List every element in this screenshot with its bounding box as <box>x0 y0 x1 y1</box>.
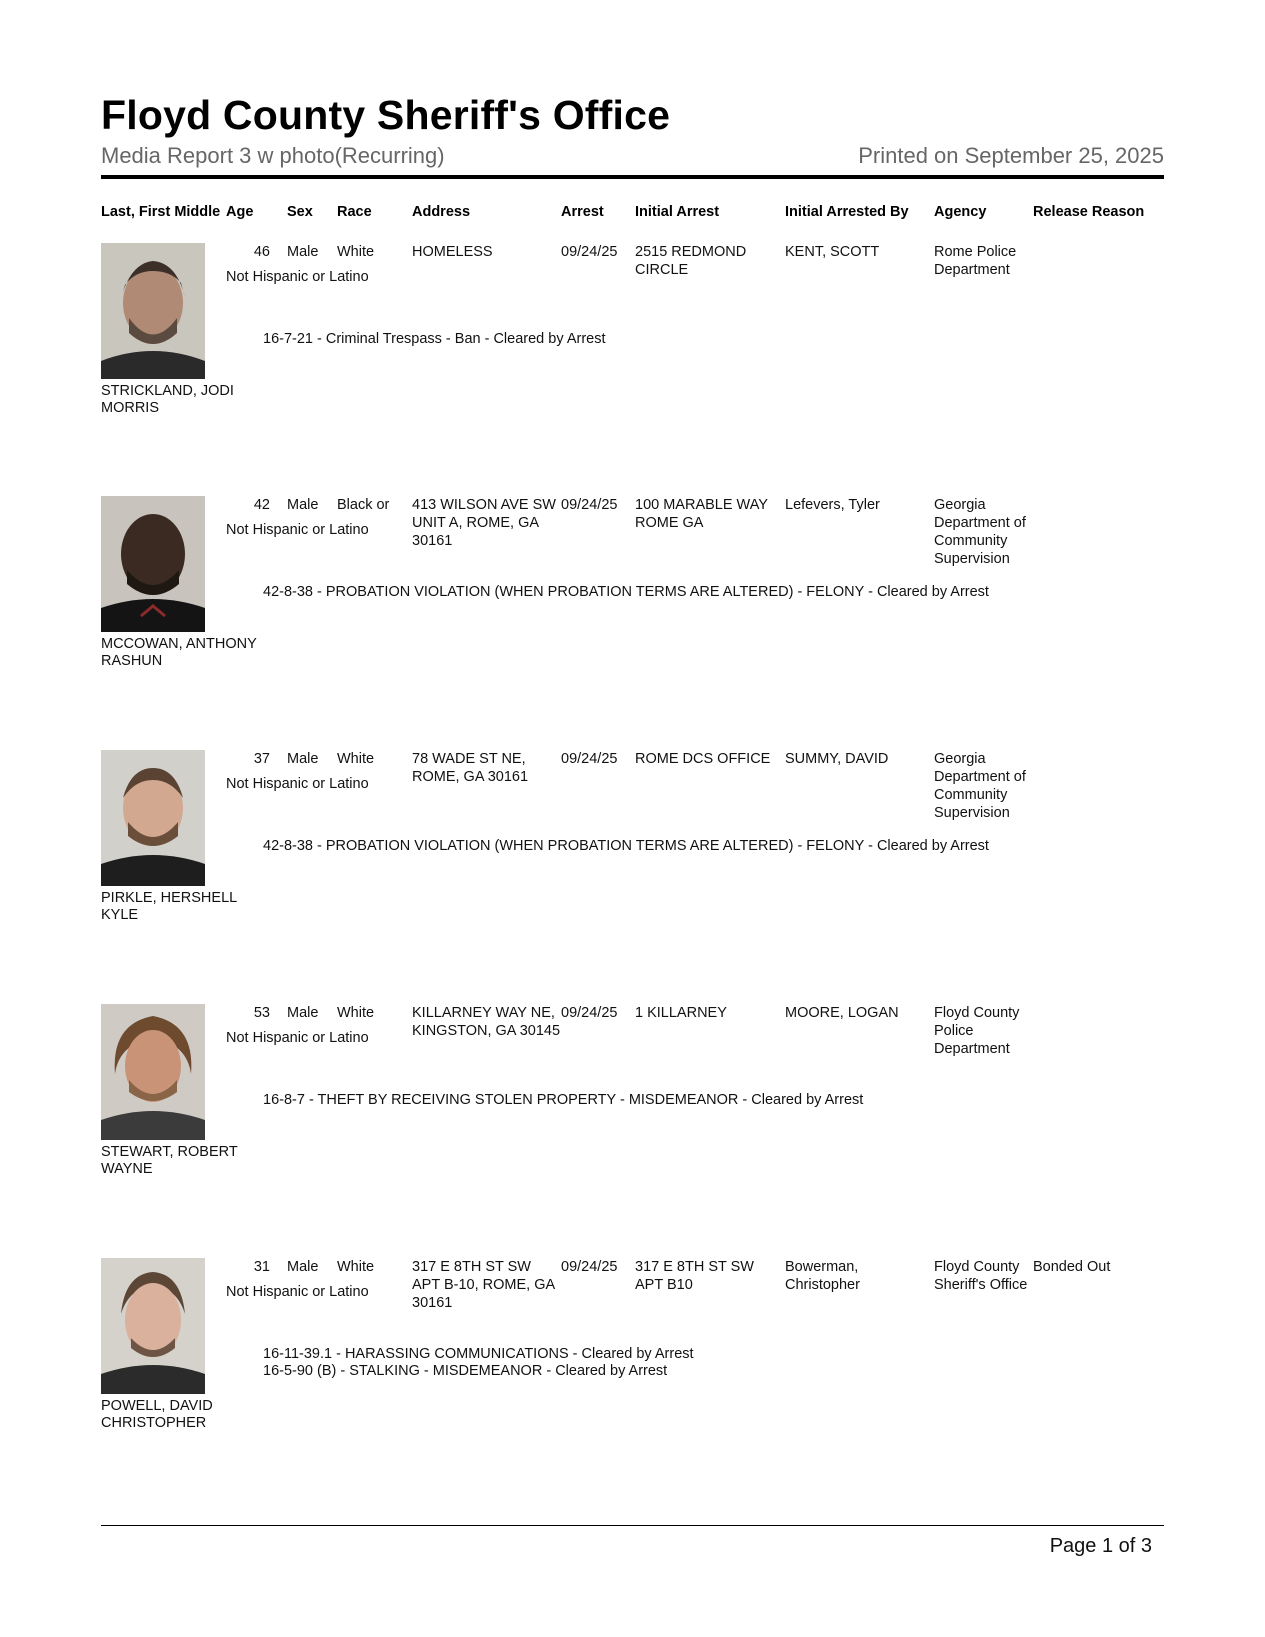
arrest-date: 09/24/25 <box>561 497 618 513</box>
inmate-name: PIRKLE, HERSHELL KYLE <box>101 890 237 923</box>
arrest-date: 09/24/25 <box>561 751 618 767</box>
col-arrest: Arrest <box>561 204 604 220</box>
col-name: Last, First Middle <box>101 204 221 220</box>
age: 31 <box>253 1259 270 1275</box>
address: 413 WILSON AVE SW UNIT A, ROME, GA 30161 <box>412 497 556 549</box>
address: KILLARNEY WAY NE, KINGSTON, GA 30145 <box>412 1005 561 1039</box>
ethnicity: Not Hispanic or Latino <box>226 1284 369 1300</box>
charge: 42-8-38 - PROBATION VIOLATION (WHEN PROBATION TERMS ARE ALTERED) - FELONY - Cleared by Arrest <box>263 838 989 854</box>
inmate-name: POWELL, DAVID CHRISTOPHER <box>101 1398 213 1431</box>
inmate-name: MCCOWAN, ANTHONY RASHUN <box>101 636 257 669</box>
initial-arrest-location: ROME DCS OFFICE <box>635 751 771 767</box>
inmate-name: STEWART, ROBERT WAYNE <box>101 1144 238 1177</box>
agency: Floyd County Sheriff's Office <box>934 1259 1028 1293</box>
footer-rule <box>101 1525 1164 1526</box>
age: 46 <box>253 244 270 260</box>
col-race: Race <box>337 204 372 220</box>
race: White <box>337 244 375 260</box>
address: HOMELESS <box>412 244 493 260</box>
charge: 16-11-39.1 - HARASSING COMMUNICATIONS - Cleared by Arrest <box>263 1346 694 1362</box>
age: 53 <box>253 1005 270 1021</box>
charge: 42-8-38 - PROBATION VIOLATION (WHEN PROBATION TERMS ARE ALTERED) - FELONY - Cleared by Arrest <box>263 584 989 600</box>
initial-arrested-by: MOORE, LOGAN <box>785 1005 899 1021</box>
agency: Georgia Department of Community Supervision <box>934 751 1026 821</box>
record <box>0 1004 1265 1254</box>
charge: 16-7-21 - Criminal Trespass - Ban - Cleared by Arrest <box>263 331 606 347</box>
age: 42 <box>253 497 270 513</box>
release-reason: Bonded Out <box>1033 1259 1111 1275</box>
initial-arrest-location: 1 KILLARNEY <box>635 1005 727 1021</box>
sex: Male <box>287 1259 319 1275</box>
mugshot-photo <box>101 496 205 632</box>
page-number: Page 1 of 3 <box>1049 1535 1152 1557</box>
col-release-reason: Release Reason <box>1033 204 1145 220</box>
charge: 16-8-7 - THEFT BY RECEIVING STOLEN PROPERTY - MISDEMEANOR - Cleared by Arrest <box>263 1092 864 1108</box>
col-address: Address <box>412 204 471 220</box>
initial-arrested-by: KENT, SCOTT <box>785 244 880 260</box>
report-subtitle: Media Report 3 w photo(Recurring) <box>101 143 445 168</box>
race: Black or <box>337 497 390 513</box>
agency: Rome Police Department <box>934 244 1017 278</box>
mugshot-photo <box>101 243 205 379</box>
ethnicity: Not Hispanic or Latino <box>226 269 369 285</box>
initial-arrest-location: 317 E 8TH ST SW APT B10 <box>635 1259 754 1293</box>
inmate-name: STRICKLAND, JODI MORRIS <box>101 383 234 416</box>
race: White <box>337 751 375 767</box>
arrest-date: 09/24/25 <box>561 244 618 260</box>
agency: Georgia Department of Community Supervision <box>934 497 1026 567</box>
sex: Male <box>287 497 319 513</box>
mugshot-photo <box>101 1258 205 1394</box>
race: White <box>337 1005 375 1021</box>
initial-arrested-by: Lefevers, Tyler <box>785 497 880 513</box>
record <box>0 750 1265 1000</box>
col-age: Age <box>226 204 254 220</box>
col-initial-arrest: Initial Arrest <box>635 204 720 220</box>
ethnicity: Not Hispanic or Latino <box>226 776 369 792</box>
record <box>0 243 1265 493</box>
mugshot-photo <box>101 1004 205 1140</box>
initial-arrest-location: 2515 REDMOND CIRCLE <box>635 244 747 278</box>
age: 37 <box>253 751 270 767</box>
race: White <box>337 1259 375 1275</box>
initial-arrest-location: 100 MARABLE WAY ROME GA <box>635 497 768 531</box>
report-title: Floyd County Sheriff's Office <box>101 92 671 138</box>
charge: 16-5-90 (B) - STALKING - MISDEMEANOR - Cleared by Arrest <box>263 1363 668 1379</box>
record <box>0 496 1265 746</box>
record <box>0 1258 1265 1508</box>
arrest-date: 09/24/25 <box>561 1005 618 1021</box>
initial-arrested-by: Bowerman, Christopher <box>785 1259 860 1293</box>
address: 78 WADE ST NE, ROME, GA 30161 <box>412 751 529 785</box>
printed-date: Printed on September 25, 2025 <box>858 143 1164 168</box>
sex: Male <box>287 244 319 260</box>
sex: Male <box>287 1005 319 1021</box>
header-rule <box>101 175 1164 179</box>
sex: Male <box>287 751 319 767</box>
ethnicity: Not Hispanic or Latino <box>226 1030 369 1046</box>
initial-arrested-by: SUMMY, DAVID <box>785 751 889 767</box>
agency: Floyd County Police Department <box>934 1005 1020 1057</box>
col-agency: Agency <box>934 204 987 220</box>
arrest-date: 09/24/25 <box>561 1259 618 1275</box>
address: 317 E 8TH ST SW APT B-10, ROME, GA 30161 <box>412 1259 555 1311</box>
col-initial-arrested-by: Initial Arrested By <box>785 204 909 220</box>
col-sex: Sex <box>287 204 313 220</box>
ethnicity: Not Hispanic or Latino <box>226 522 369 538</box>
mugshot-photo <box>101 750 205 886</box>
